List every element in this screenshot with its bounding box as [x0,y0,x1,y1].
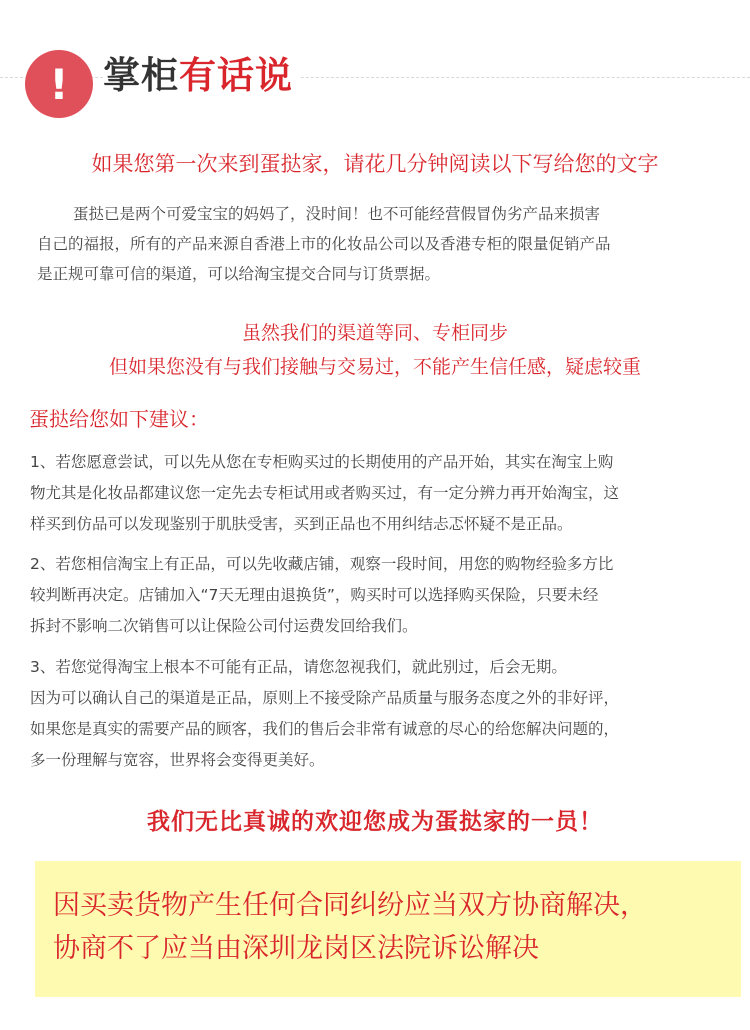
advice-line: 拆封不影响二次销售可以让保险公司付运费发回给我们。 [30,617,418,635]
advice-line: 3、若您觉得淘宝上根本不可能有正品，请您忽视我们，就此别过，后会无期。 [30,658,567,676]
closing-welcome: 我们无比真诚的欢迎您成为蛋挞家的一员！ [147,809,603,835]
channel-note-line1: 虽然我们的渠道等同、专柜同步 [241,322,508,344]
intro-line-text: 蛋挞已是两个可爱宝宝的妈妈了，没时间！也不可能经营假冒伪劣产品来损害 [73,205,601,223]
advice-line: 样买到仿品可以发现鉴别于肌肤受害，买到正品也不用纠结忐忑怀疑不是正品。 [30,515,573,533]
page-title-part2: 有话说 [179,54,293,97]
advice-item-3 [30,652,720,776]
advice-line: 物尤其是化妆品都建议您一定先去专柜试用或者购买过，有一定分辨力再开始淘宝，这 [30,484,620,502]
advice-heading: 蛋挞给您如下建议： [29,407,209,431]
intro-paragraph [37,199,717,289]
advice-line: 2、若您相信淘宝上有正品，可以先收藏店铺，观察一段时间，用您的购物经验多方比 [30,555,614,573]
intro-line [37,199,717,229]
intro-line: 是正规可靠可信的渠道，可以给淘宝提交合同与订货票据。 [37,265,441,283]
dispute-notice-line2: 协商不了应当由深圳龙岗区法院诉讼解决 [53,933,539,964]
advice-item-2 [30,549,720,642]
badge-symbol: ! [49,59,69,109]
channel-note-line2: 但如果您没有与我们接触与交易过，不能产生信任感，疑虑较重 [108,356,641,378]
channel-note [0,316,750,384]
intro-line: 自己的福报，所有的产品来源自香港上市的化妆品公司以及香港专柜的限量促销产品 [37,235,611,253]
page-title-part1: 掌柜 [103,54,179,97]
dispute-notice-text [53,884,733,970]
dispute-notice-box [35,861,741,997]
advice-line: 1、若您愿意尝试，可以先从您在专柜购买过的长期使用的产品开始，其实在淘宝上购 [30,453,614,471]
exclamation-icon [25,50,93,118]
advice-item-1 [30,447,720,540]
intro-heading: 如果您第一次来到蛋挞家，请花几分钟阅读以下写给您的文字 [91,152,659,176]
dispute-notice-line1: 因买卖货物产生任何合同纠纷应当双方协商解决， [53,890,647,921]
advice-line: 较判断再决定。店铺加入“7天无理由退换货”，购买时可以选择购买保险，只要未经 [30,586,599,604]
advice-line: 因为可以确认自己的渠道是正品，原则上不接受除产品质量与服务态度之外的非好评， [30,689,620,707]
advice-line: 如果您是真实的需要产品的顾客，我们的售后会非常有诚意的尽心的给您解决问题的， [30,720,620,738]
page-title [103,53,299,99]
advice-line: 多一份理解与宽容，世界将会变得更美好。 [30,751,325,769]
